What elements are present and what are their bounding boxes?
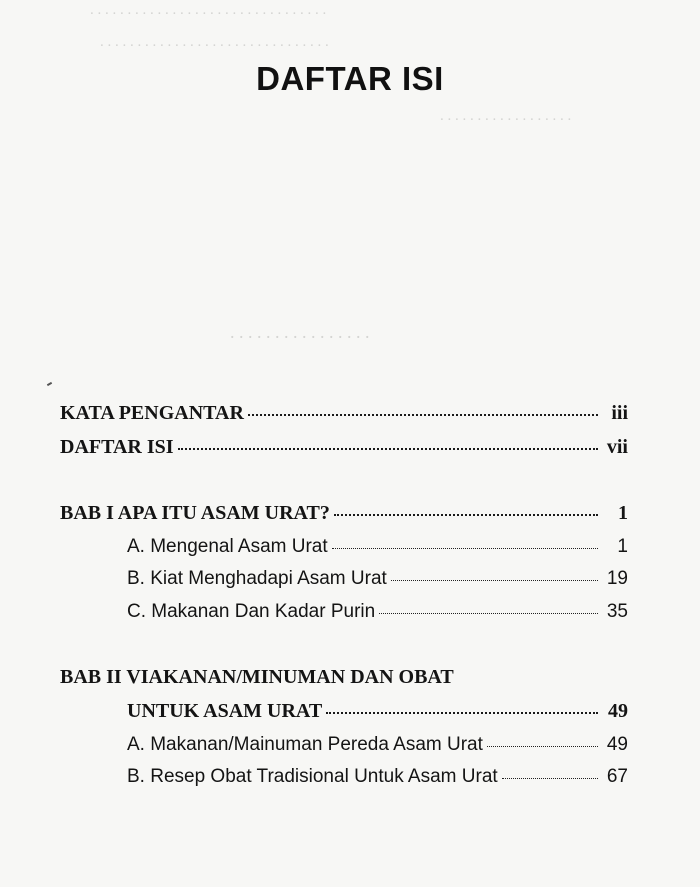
toc-entry-page: 19 [606, 568, 628, 589]
toc-entry-bab-2-heading[interactable]: BAB II VIAKANAN/MINUMAN DAN OBAT [60, 666, 454, 688]
toc-entry-page: iii [611, 402, 628, 424]
toc-entry-bab-1-c[interactable] [127, 601, 628, 623]
toc-entry-bab-1[interactable] [60, 502, 628, 525]
dot-leader [334, 514, 598, 516]
dot-leader [332, 548, 598, 549]
toc-entry-label: A. Makanan/Mainuman Pereda Asam Urat [127, 734, 483, 755]
toc-entry-label: B. Resep Obat Tradisional Untuk Asam Urat [127, 766, 498, 787]
dot-leader [326, 712, 598, 714]
toc-entry-page: 67 [606, 766, 628, 787]
dot-leader [391, 580, 598, 581]
toc-entry-page: 35 [606, 601, 628, 622]
dot-leader [487, 746, 598, 747]
toc-entry-daftar-isi[interactable] [60, 436, 628, 459]
dot-leader [248, 414, 598, 416]
toc-entry-bab-2-a[interactable] [127, 734, 628, 756]
toc-entry-label: KATA PENGANTAR [60, 402, 244, 424]
dot-leader [502, 778, 598, 779]
toc-entry-label: BAB I APA ITU ASAM URAT? [60, 502, 330, 524]
toc-entry-kata-pengantar[interactable] [60, 402, 628, 425]
bleed-through-text: . . . . . . . . . . . . . . . . . . . . . . . . . . . . . . . [100, 34, 329, 50]
bleed-through-text: . . . . . . . . . . . . . . . . . . [440, 108, 572, 124]
toc-entry-label: B. Kiat Menghadapi Asam Urat [127, 568, 387, 589]
dot-leader [178, 448, 598, 450]
toc-entry-page: vii [606, 436, 628, 458]
toc-entry-label: DAFTAR ISI [60, 436, 174, 458]
toc-entry-page: 49 [608, 700, 628, 722]
toc-entry-page: 1 [618, 502, 628, 524]
toc-entry-page: 49 [606, 734, 628, 755]
bleed-through-text: . . . . . . . . . . . . . . . . [230, 322, 370, 342]
toc-entry-label: A. Mengenal Asam Urat [127, 536, 328, 557]
bleed-through-text: . . . . . . . . . . . . . . . . . . . . . . . . . . . . . . . . [90, 2, 327, 18]
dot-leader [379, 613, 598, 614]
toc-entry-label: C. Makanan Dan Kadar Purin [127, 601, 376, 622]
toc-entry-page: 1 [617, 536, 628, 557]
toc-entry-bab-1-b[interactable] [127, 568, 628, 590]
toc-entry-label: UNTUK ASAM URAT [127, 700, 323, 722]
toc-entry-bab-1-a[interactable] [127, 536, 628, 558]
stray-mark [47, 382, 52, 386]
page-title: DAFTAR ISI [256, 60, 444, 97]
toc-entry-bab-2[interactable] [127, 700, 628, 723]
toc-entry-bab-2-b[interactable] [127, 766, 628, 788]
